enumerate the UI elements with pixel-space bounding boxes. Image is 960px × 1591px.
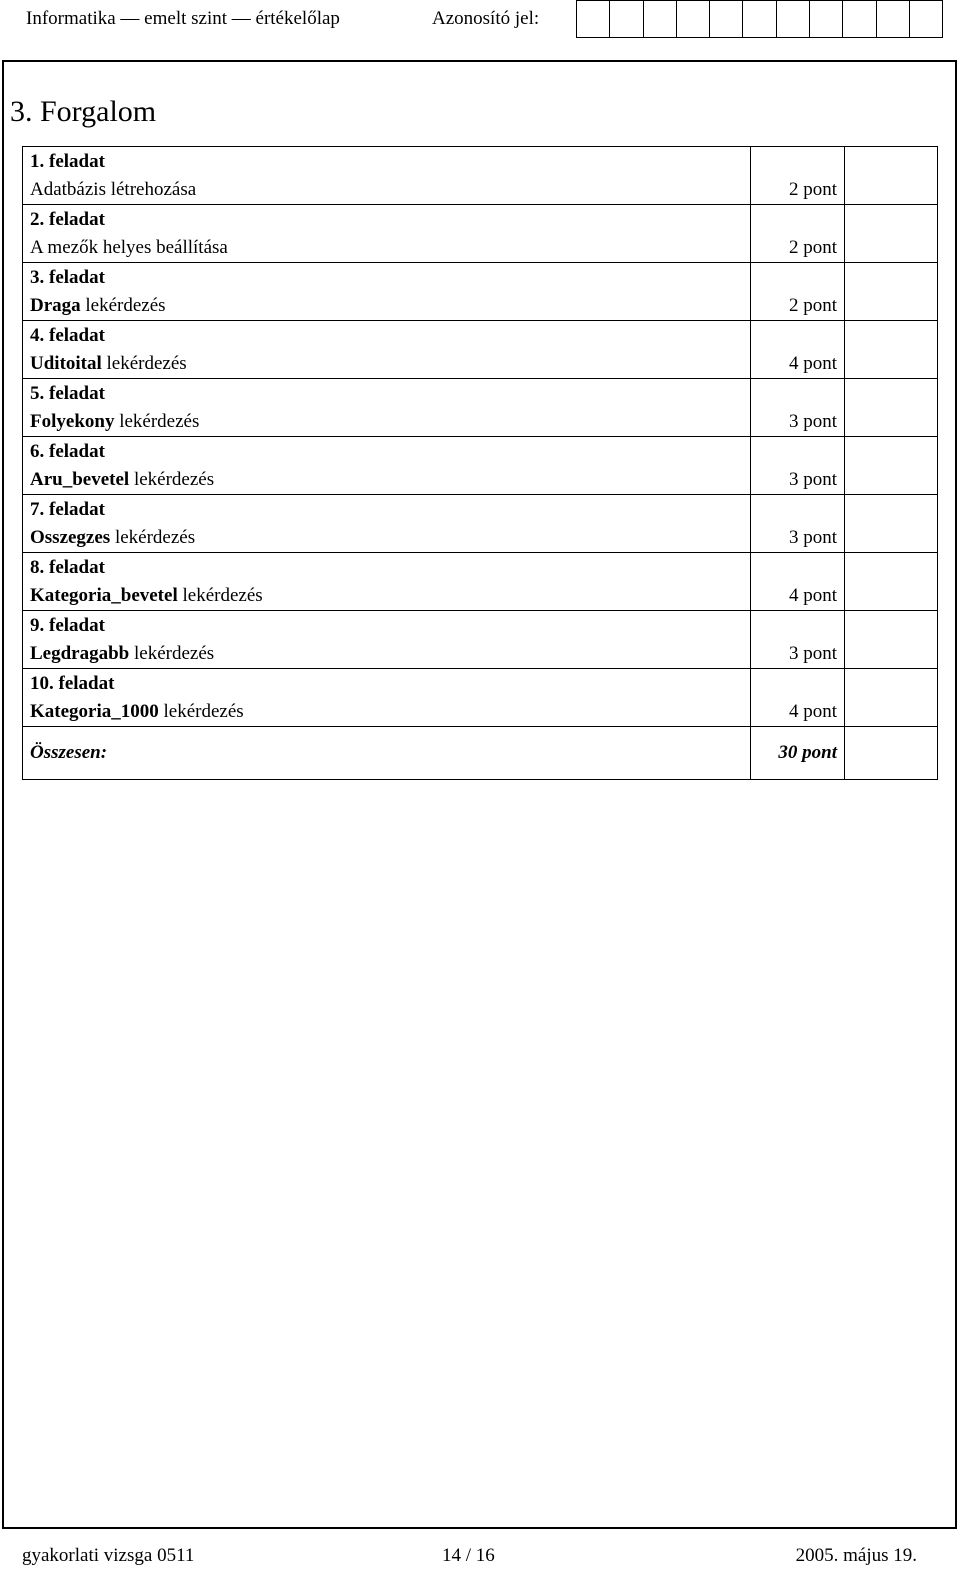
id-box[interactable] <box>810 1 843 37</box>
task-name <box>30 466 743 494</box>
task-points: 4 pont <box>751 553 845 611</box>
task-points: 2 pont <box>751 263 845 321</box>
task-number: 5. feladat <box>30 383 105 404</box>
footer-exam-code: gyakorlati vizsga 0511 <box>22 1545 195 1566</box>
task-name-bold: Draga <box>30 295 81 316</box>
task-cell <box>23 669 751 727</box>
task-row <box>23 553 938 611</box>
id-box[interactable] <box>577 1 610 37</box>
task-name <box>30 176 743 204</box>
task-cell <box>23 205 751 263</box>
task-points: 3 pont <box>751 437 845 495</box>
task-name <box>30 640 743 668</box>
id-box[interactable] <box>843 1 876 37</box>
score-entry-cell[interactable] <box>845 379 938 437</box>
task-name-rest: lekérdezés <box>177 585 263 606</box>
id-boxes <box>576 0 943 38</box>
task-name-rest: lekérdezés <box>114 411 200 432</box>
score-entry-cell[interactable] <box>845 263 938 321</box>
footer-date: 2005. május 19. <box>795 1545 917 1566</box>
task-cell <box>23 147 751 205</box>
task-name-bold: Osszegzes <box>30 527 111 548</box>
task-points: 4 pont <box>751 321 845 379</box>
task-name-bold: Kategoria_bevetel <box>30 585 178 606</box>
id-box[interactable] <box>644 1 677 37</box>
task-points: 3 pont <box>751 495 845 553</box>
page-header <box>22 0 938 40</box>
task-cell <box>23 553 751 611</box>
id-label: Azonosító jel: <box>432 8 540 29</box>
id-box[interactable] <box>710 1 743 37</box>
task-name-rest: lekérdezés <box>80 295 166 316</box>
task-number: 9. feladat <box>30 615 105 636</box>
task-name-bold: Uditoital <box>30 353 102 374</box>
score-entry-cell[interactable] <box>845 321 938 379</box>
task-name <box>30 350 743 378</box>
score-entry-cell[interactable] <box>845 437 938 495</box>
score-entry-cell[interactable] <box>845 495 938 553</box>
score-entry-cell[interactable] <box>845 205 938 263</box>
task-cell <box>23 495 751 553</box>
total-label: Összesen: <box>23 727 751 780</box>
task-cell <box>23 437 751 495</box>
id-box[interactable] <box>910 1 943 37</box>
task-points: 4 pont <box>751 669 845 727</box>
task-number: 10. feladat <box>30 673 115 694</box>
task-name-rest: lekérdezés <box>129 469 215 490</box>
task-row <box>23 263 938 321</box>
footer-page-number: 14 / 16 <box>442 1545 495 1566</box>
task-cell <box>23 379 751 437</box>
task-name <box>30 698 743 726</box>
task-name-bold: Legdragabb <box>30 643 130 664</box>
task-name <box>30 234 743 262</box>
total-row <box>23 727 938 780</box>
task-name <box>30 408 743 436</box>
task-row <box>23 147 938 205</box>
id-box[interactable] <box>677 1 710 37</box>
task-number: 8. feladat <box>30 557 105 578</box>
task-number: 3. feladat <box>30 267 105 288</box>
task-points: 2 pont <box>751 205 845 263</box>
task-name <box>30 292 743 320</box>
task-row <box>23 379 938 437</box>
task-name-rest: lekérdezés <box>129 643 215 664</box>
task-row <box>23 611 938 669</box>
task-name-bold: Aru_bevetel <box>30 469 130 490</box>
task-points: 3 pont <box>751 379 845 437</box>
task-name-rest: lekérdezés <box>101 353 187 374</box>
task-row <box>23 495 938 553</box>
task-name-bold: Kategoria_1000 <box>30 701 159 722</box>
task-name <box>30 524 743 552</box>
task-row <box>23 321 938 379</box>
task-number: 6. feladat <box>30 441 105 462</box>
task-name-rest: lekérdezés <box>110 527 196 548</box>
task-cell <box>23 611 751 669</box>
task-name-bold: Folyekony <box>30 411 115 432</box>
header-subject: Informatika — emelt szint — értékelőlap <box>26 8 340 29</box>
task-points: 3 pont <box>751 611 845 669</box>
task-row <box>23 437 938 495</box>
task-number: 2. feladat <box>30 209 105 230</box>
total-score-entry-cell[interactable] <box>845 727 938 780</box>
id-box[interactable] <box>877 1 910 37</box>
score-table <box>22 146 938 780</box>
task-number: 4. feladat <box>30 325 105 346</box>
task-cell <box>23 263 751 321</box>
task-number: 7. feladat <box>30 499 105 520</box>
task-name-rest: lekérdezés <box>158 701 244 722</box>
task-number: 1. feladat <box>30 151 105 172</box>
score-entry-cell[interactable] <box>845 553 938 611</box>
id-box[interactable] <box>777 1 810 37</box>
score-entry-cell[interactable] <box>845 147 938 205</box>
task-row <box>23 669 938 727</box>
id-box[interactable] <box>743 1 776 37</box>
task-cell <box>23 321 751 379</box>
section-title: 3. Forgalom <box>10 95 157 128</box>
total-points: 30 pont <box>751 727 845 780</box>
task-name <box>30 582 743 610</box>
task-name-rest: A mezők helyes beállítása <box>30 237 228 258</box>
task-row <box>23 205 938 263</box>
score-entry-cell[interactable] <box>845 669 938 727</box>
score-entry-cell[interactable] <box>845 611 938 669</box>
task-name-rest: Adatbázis létrehozása <box>30 179 197 200</box>
task-points: 2 pont <box>751 147 845 205</box>
page-footer <box>0 1545 960 1585</box>
id-box[interactable] <box>610 1 643 37</box>
